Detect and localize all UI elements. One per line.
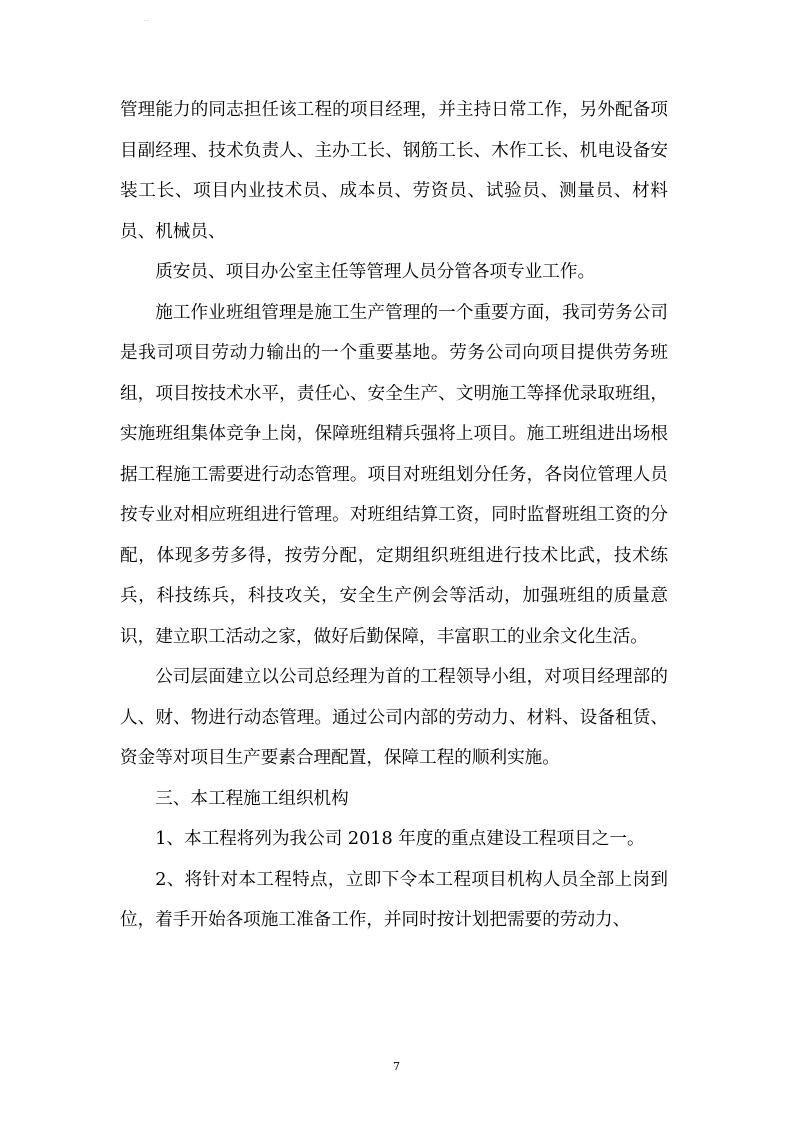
paragraph-team-management: 施工作业班组管理是施工生产管理的一个重要方面，我司劳务公司是我司项目劳动力输出的一个重要基地。劳务公司向项目提供劳务班组，项目按技术水平，责任心、安全生产、文明施工等择优录取班组，实施班组集体竞争上岗，保障班组精兵强将上项目。施工班组进出场根据工程施工需要进行动态管理。项目对班组划分任务，各岗位管理人员按专业对相应班组进行管理。对班组结算工资，同时监督班组工资的分配，体现多劳多得，按劳分配，定期组织班组进行技术比武，技术练兵，科技练兵，科技攻关，安全生产例会等活动，加强班组的质量意识，建立职工活动之家，做好后勤保障，丰富职工的业余文化生活。 xyxy=(120,302,668,647)
paragraph-company-level: 公司层面建立以公司总经理为首的工程领导小组，对项目经理部的人、财、物进行动态管理。通过公司内部的劳动力、材料、设备租赁、资金等对项目生产要素合理配置，保障工程的顺利实施。 xyxy=(120,667,668,768)
paragraph-item-1: 1、本工程将列为我公司 2018 年度的重点建设工程项目之一。 xyxy=(155,829,645,849)
paragraph-quality-safety: 质安员、项目办公室主任等管理人员分管各项专业工作。 xyxy=(155,262,596,282)
paragraph-staffing: 管理能力的同志担任该工程的项目经理，并主持日常工作，另外配备项目副经理、技术负责人、主办工长、钢筋工长、木作工长、机电设备安装工长、项目内业技术员、成本员、劳资员、试验员、测量员、材料员、机械员、 xyxy=(120,100,668,242)
section-heading-organization: 三、本工程施工组织机构 xyxy=(155,788,349,809)
paragraph-item-2: 2、将针对本工程特点，立即下令本工程项目机构人员全部上岗到位，着手开始各项施工准备工作，并同时按计划把需要的劳动力、 xyxy=(120,869,668,930)
header-mark: .. xyxy=(144,16,150,23)
body-text xyxy=(120,90,668,941)
page-number: 7 xyxy=(393,1060,400,1073)
